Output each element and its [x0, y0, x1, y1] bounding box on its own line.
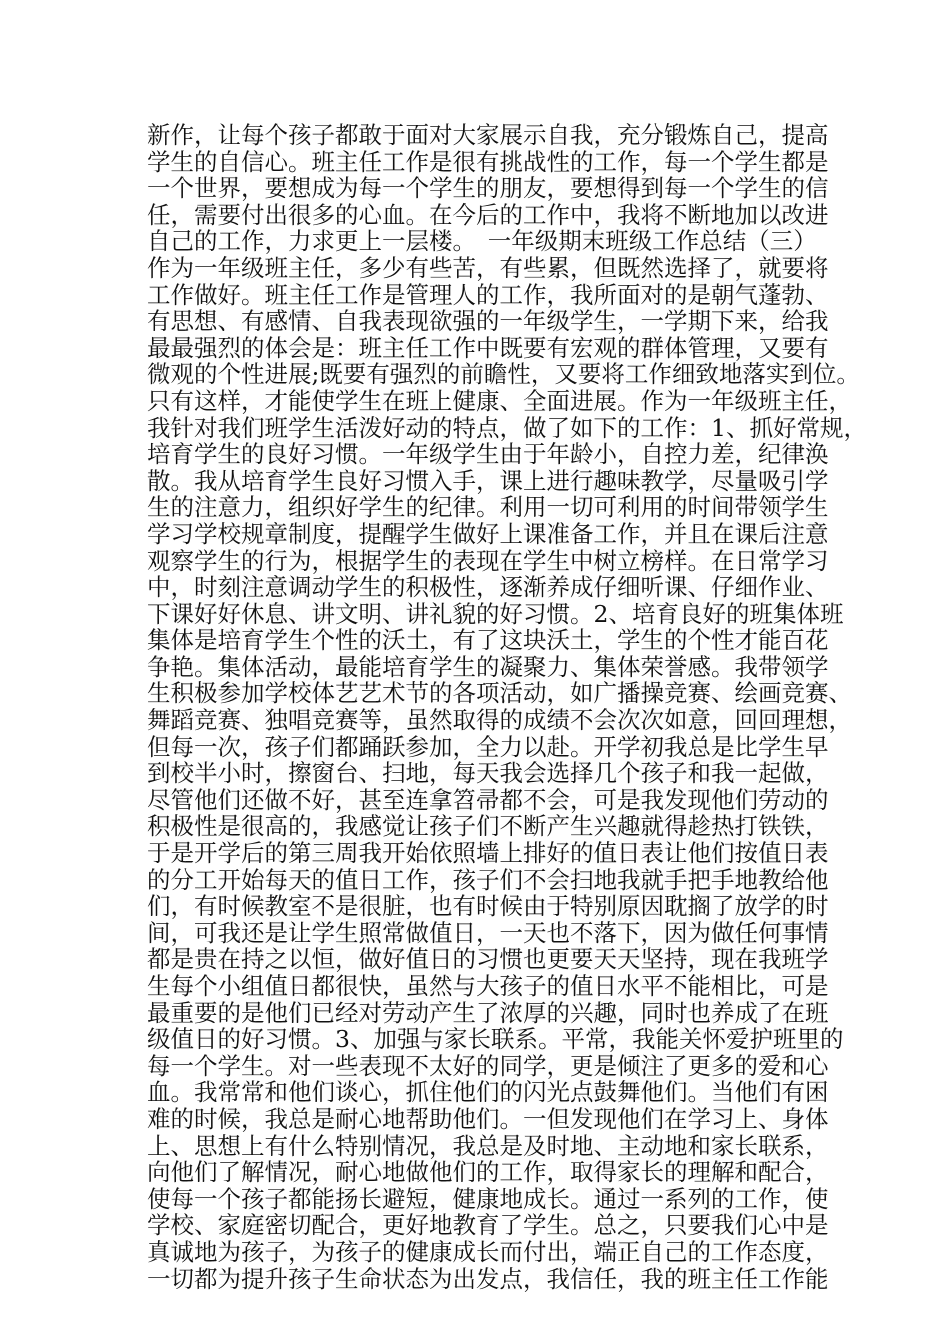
text-line: 争艳。集体活动，最能培育学生的凝聚力、集体荣誉感。我带领学	[147, 652, 829, 681]
text-line: 向他们了解情况，耐心地做他们的工作，取得家长的理解和配合，	[147, 1158, 829, 1187]
text-line: 生的注意力，组织好学生的纪律。利用一切可利用的时间带领学生	[147, 493, 829, 522]
text-line: 生积极参加学校体艺艺术节的各项活动，如广播操竞赛、绘画竞赛、	[147, 679, 852, 708]
body-text	[147, 121, 867, 1293]
text-line: 散。我从培育学生良好习惯入手，课上进行趣味教学，尽量吸引学	[147, 466, 829, 495]
text-line: 于是开学后的第三周我开始依照墙上排好的值日表让他们按值日表	[147, 839, 829, 868]
text-line: 的分工开始每天的值日工作，孩子们不会扫地我就手把手地教给他	[147, 865, 829, 894]
text-line: 尽管他们还做不好，甚至连拿笤帚都不会，可是我发现他们劳动的	[147, 785, 829, 814]
text-line: 作为一年级班主任，多少有些苦，有些累，但既然选择了，就要将	[147, 253, 829, 282]
text-line: 积极性是很高的，我感觉让孩子们不断产生兴趣就得趁热打铁铁，	[147, 812, 829, 841]
text-line: 一个世界，要想成为每一个学生的朋友，要想得到每一个学生的信	[147, 174, 829, 203]
text-line: 工作做好。班主任工作是管理人的工作，我所面对的是朝气蓬勃、	[147, 280, 829, 309]
text-line: 只有这样，才能使学生在班上健康、全面进展。作为一年级班主任，	[147, 386, 852, 415]
text-line: 一切都为提升孩子生命状态为出发点，我信任，我的班主任工作能	[147, 1264, 829, 1293]
text-line: 下课好好休息、讲文明、讲礼貌的好习惯。2、培育良好的班集体班	[147, 599, 844, 628]
text-line: 自己的工作，力求更上一层楼。 一年级期末班级工作总结（三）	[147, 227, 817, 256]
text-line: 难的时候，我总是耐心地帮助他们。一但发现他们在学习上、身体	[147, 1104, 829, 1133]
text-line: 级值日的好习惯。3、加强与家长联系。平常，我能关怀爱护班里的	[147, 1025, 844, 1054]
text-line: 们，有时候教室不是很脏，也有时候由于特别原因耽搁了放学的时	[147, 892, 829, 921]
text-line: 舞蹈竞赛、独唱竞赛等，虽然取得的成绩不会次次如意，回回理想，	[147, 706, 852, 735]
text-line: 观察学生的行为，根据学生的表现在学生中树立榜样。在日常学习	[147, 546, 829, 575]
text-line: 任，需要付出很多的心血。在今后的工作中，我将不断地加以改进	[147, 200, 829, 229]
text-line: 最最强烈的体会是：班主任工作中既要有宏观的群体管理，又要有	[147, 333, 829, 362]
text-line: 真诚地为孩子，为孩子的健康成长而付出，端正自己的工作态度，	[147, 1237, 829, 1266]
text-line: 学生的自信心。班主任工作是很有挑战性的工作，每一个学生都是	[147, 147, 829, 176]
text-line: 间，可我还是让学生照常做值日，一天也不落下，因为做任何事情	[147, 918, 829, 947]
text-line: 中，时刻注意调动学生的积极性，逐渐养成仔细听课、仔细作业、	[147, 573, 829, 602]
text-line: 有思想、有感情、自我表现欲强的一年级学生，一学期下来，给我	[147, 307, 829, 336]
text-line: 新作，让每个孩子都敢于面对大家展示自我，充分锻炼自己，提高	[147, 121, 829, 149]
text-line: 血。我常常和他们谈心，抓住他们的闪光点鼓舞他们。当他们有困	[147, 1078, 829, 1107]
text-line: 都是贵在持之以恒，做好值日的习惯也更要天天坚持，现在我班学	[147, 945, 829, 974]
text-line: 我针对我们班学生活泼好动的特点，做了如下的工作：1、抓好常规，	[147, 413, 867, 442]
text-line: 上、思想上有什么特别情况，我总是及时地、主动地和家长联系，	[147, 1131, 829, 1160]
text-line: 生每个小组值日都很快，虽然与大孩子的值日水平不能相比，可是	[147, 972, 829, 1000]
text-line: 微观的个性进展;既要有强烈的前瞻性，又要将工作细致地落实到位。	[147, 360, 860, 389]
text-line: 每一个学生。对一些表现不太好的同学，更是倾注了更多的爱和心	[147, 1051, 829, 1080]
text-line: 学习学校规章制度，提醒学生做好上课准备工作，并且在课后注意	[147, 519, 829, 548]
text-line: 最重要的是他们已经对劳动产生了浓厚的兴趣，同时也养成了在班	[147, 998, 829, 1027]
text-line: 学校、家庭密切配合，更好地教育了学生。总之，只要我们心中是	[147, 1211, 829, 1240]
text-line: 到校半小时，擦窗台、扫地，每天我会选择几个孩子和我一起做，	[147, 759, 829, 788]
text-line: 但每一次，孩子们都踊跃参加，全力以赴。开学初我总是比学生早	[147, 732, 829, 761]
text-line: 集体是培育学生个性的沃土，有了这块沃土，学生的个性才能百花	[147, 626, 829, 655]
text-line: 使每一个孩子都能扬长避短，健康地成长。通过一系列的工作，使	[147, 1184, 829, 1213]
text-line: 培育学生的良好习惯。一年级学生由于年龄小，自控力差，纪律涣	[147, 440, 829, 469]
